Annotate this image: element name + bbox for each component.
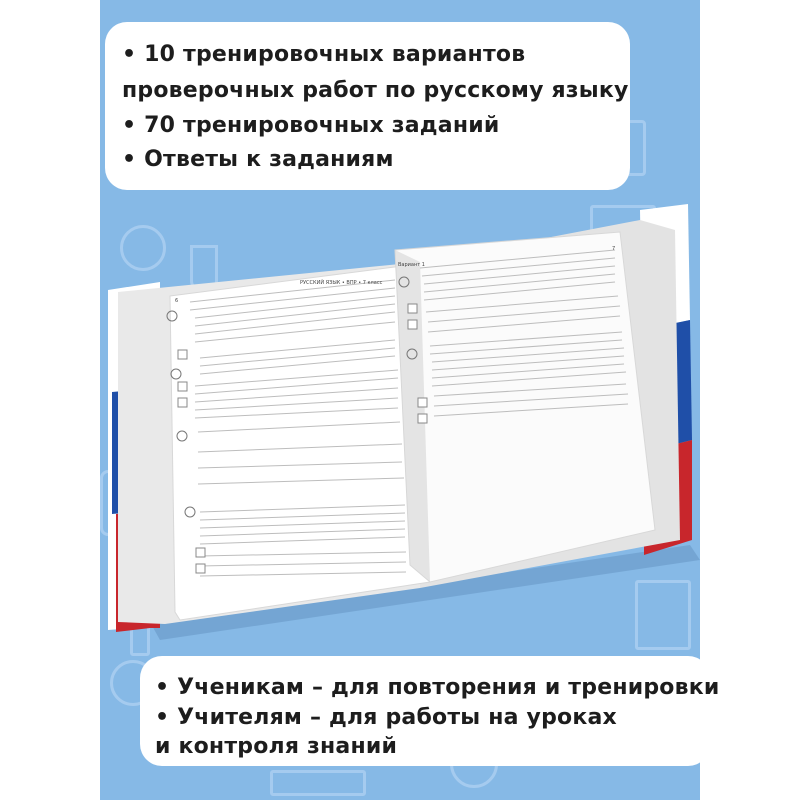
feature-line-3: • 70 тренировочных заданий — [122, 113, 500, 138]
audience-line-3: и контроля знаний — [155, 734, 398, 759]
right-page-number: 7 — [612, 246, 616, 252]
right-page-header: Вариант 1 — [398, 262, 425, 268]
audience-line-1: • Ученикам – для повторения и тренировки — [155, 675, 720, 700]
left-page-number: 6 — [175, 298, 179, 304]
feature-line-4: • Ответы к заданиям — [122, 147, 394, 172]
left-page-header: РУССКИЙ ЯЗЫК • ВПР • 7 класс — [300, 280, 383, 286]
feature-line-2: проверочных работ по русскому языку — [122, 78, 629, 103]
audience-line-2: • Учителям – для работы на уроках — [155, 705, 617, 730]
feature-line-1: • 10 тренировочных вариантов — [122, 42, 526, 67]
